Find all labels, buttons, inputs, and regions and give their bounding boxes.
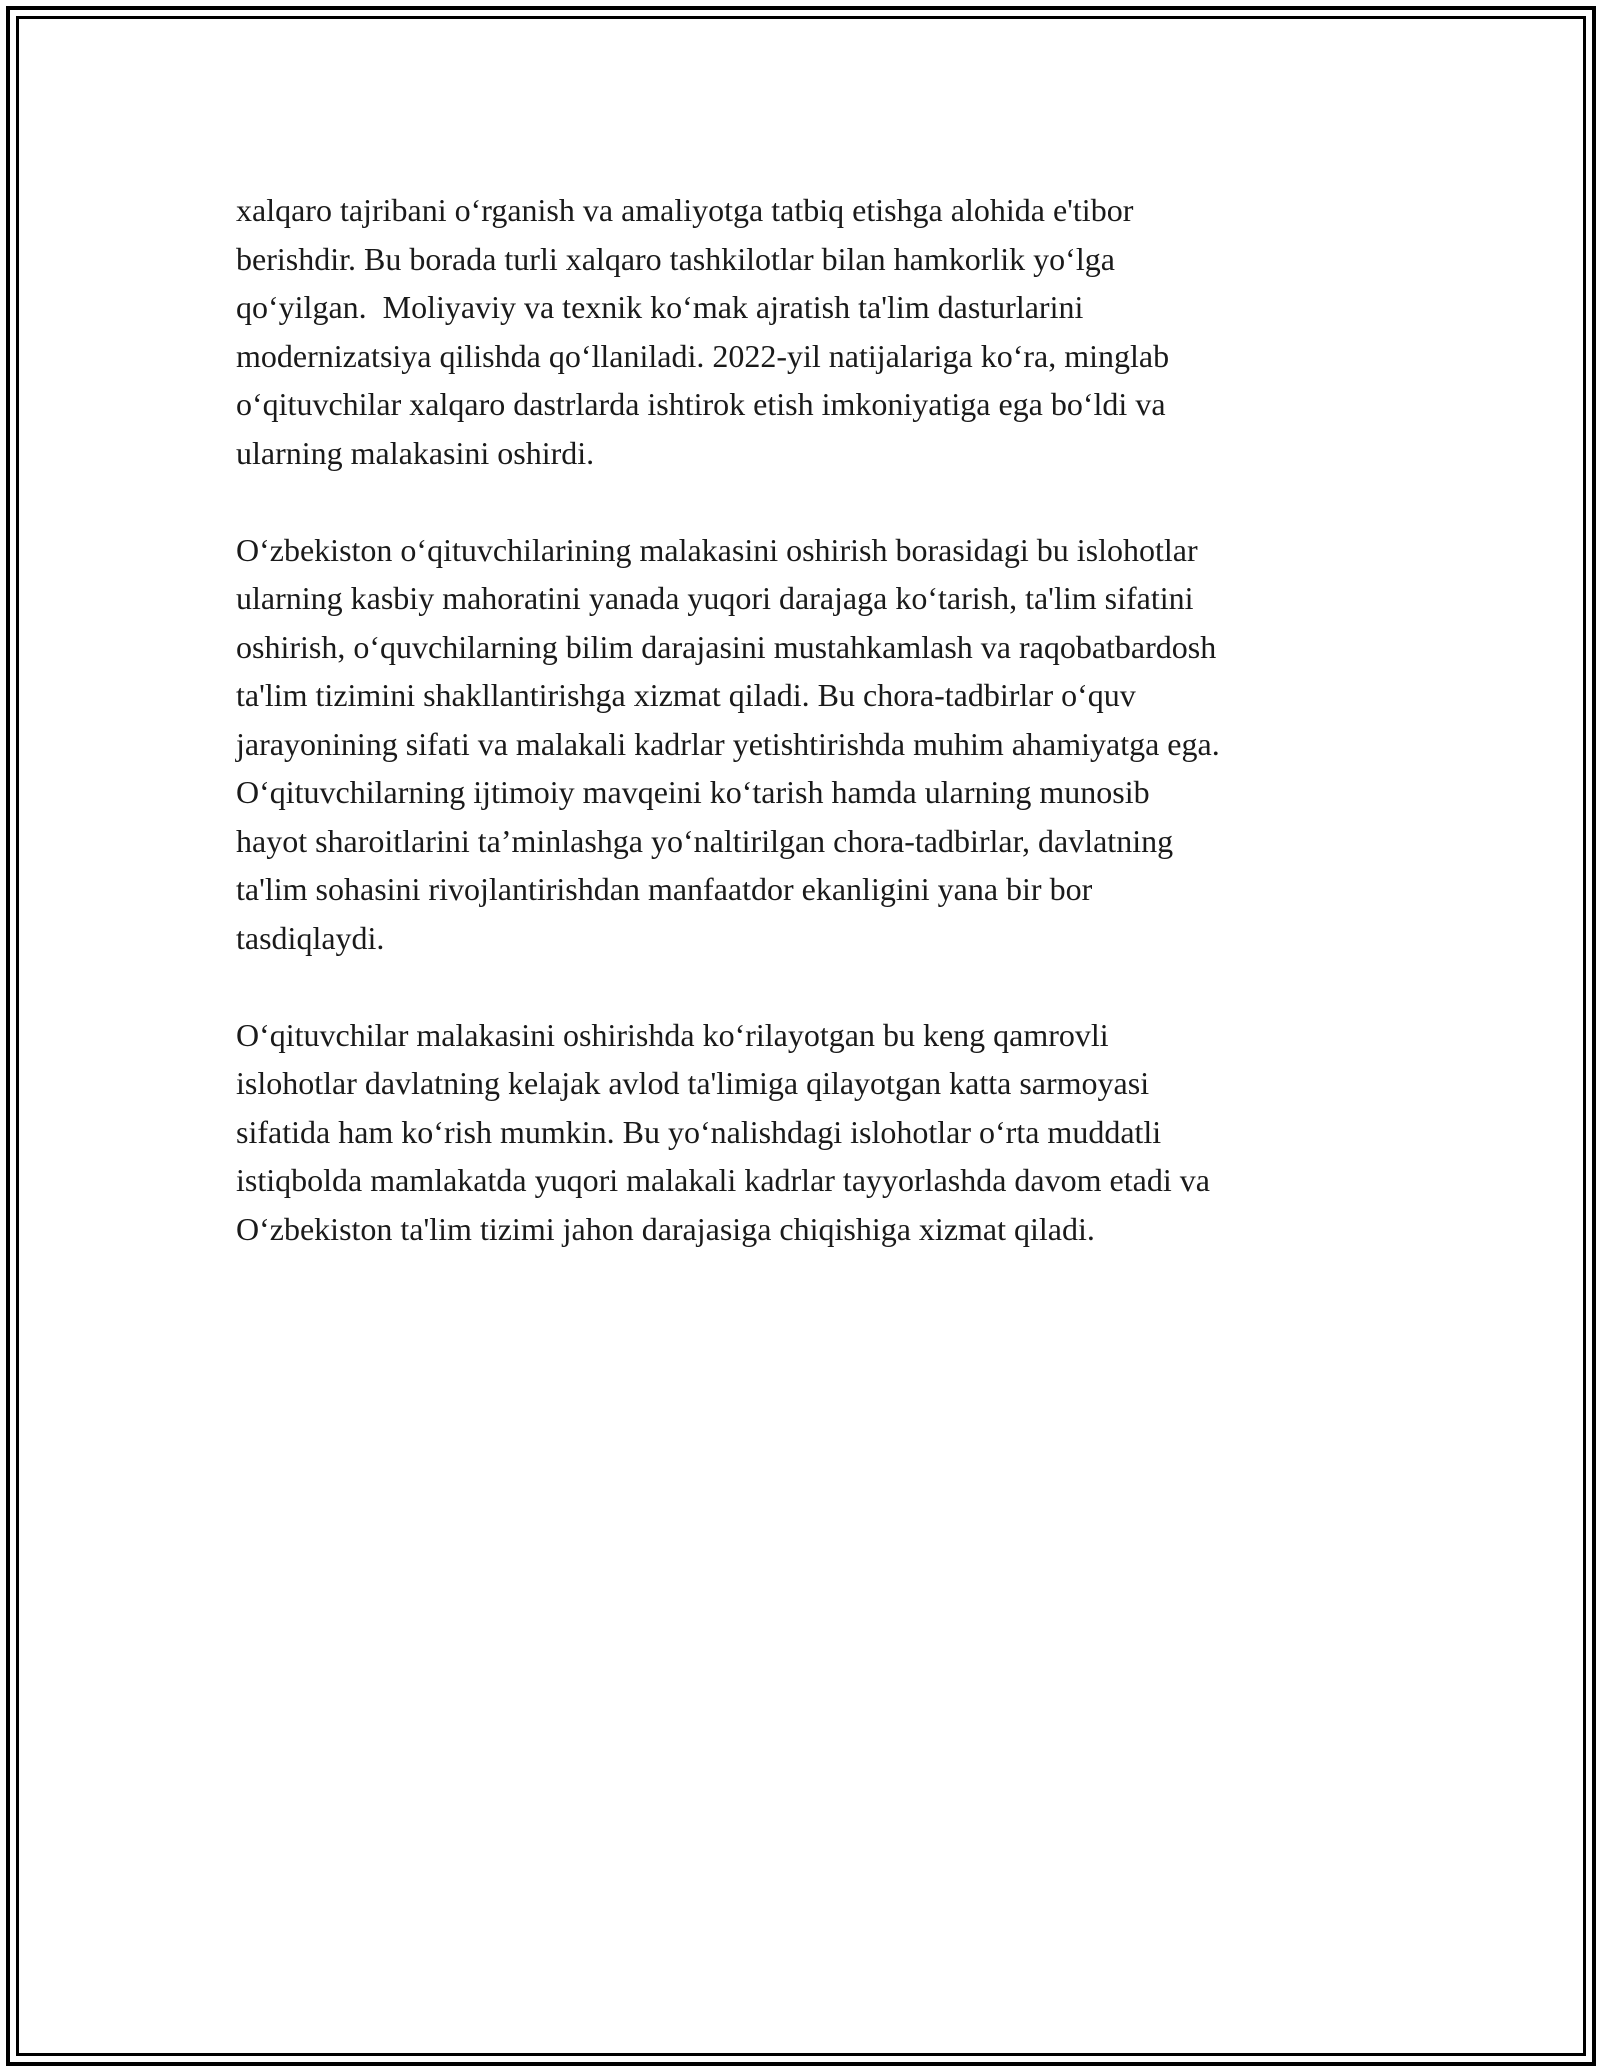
text-line: hayot sharoitlarini ta’minlashga yo‘naltirilgan chora-tadbirlar, davlatning [236, 822, 1174, 859]
text-line: tasdiqlaydi. [236, 919, 385, 956]
text-line: berishdir. Bu borada turli xalqaro tashkilotlar bilan hamkorlik yo‘lga [236, 240, 1115, 277]
text-line: O‘zbekiston ta'lim tizimi jahon darajasiga chiqishiga xizmat qiladi. [236, 1210, 1095, 1247]
paragraph-2 [236, 526, 1386, 963]
paragraph-3 [236, 1011, 1386, 1254]
text-line: ta'lim sohasini rivojlantirishdan manfaatdor ekanligini yana bir bor [236, 871, 1093, 907]
text-line: O‘qituvchilar malakasini oshirishda ko‘rilayotgan bu keng qamrovli [236, 1016, 1109, 1053]
text-line: sifatida ham ko‘rish mumkin. Bu yo‘nalishdagi islohotlar o‘rta muddatli [236, 1113, 1162, 1150]
text-line: jarayonining sifati va malakali kadrlar yetishtirishda muhim ahamiyatga ega. [236, 725, 1220, 762]
text-line: oshirish, o‘quvchilarning bilim darajasini mustahkamlash va raqobatbardosh [236, 628, 1217, 665]
text-line: ta'lim tizimini shakllantirishga xizmat qiladi. Bu chora-tadbirlar o‘quv [236, 677, 1136, 713]
text-line: O‘zbekiston o‘qituvchilarining malakasini oshirish borasidagi bu islohotlar [236, 531, 1198, 568]
text-line: istiqbolda mamlakatda yuqori malakali kadrlar tayyorlashda davom etadi va [236, 1162, 1210, 1198]
paragraph-1 [236, 186, 1386, 477]
text-line: xalqaro tajribani o‘rganish va amaliyotga tatbiq etishga alohida e'tibor [236, 192, 1134, 228]
text-line: islohotlar davlatning kelajak avlod ta'limiga qilayotgan katta sarmoyasi [236, 1065, 1150, 1101]
text-line: o‘qituvchilar xalqaro dastrlarda ishtirok etish imkoniyatiga ega bo‘ldi va [236, 386, 1166, 422]
text-line: ularning malakasini oshirdi. [236, 434, 595, 471]
text-line: O‘qituvchilarning ijtimoiy mavqeini ko‘tarish hamda ularning munosib [236, 774, 1150, 810]
text-line: modernizatsiya qilishda qo‘llaniladi. 2022-yil natijalariga ko‘ra, minglab [236, 337, 1170, 374]
document-body [236, 186, 1386, 1302]
text-line: qo‘yilgan. Moliyaviy va texnik ko‘mak ajratish ta'lim dasturlarini [236, 289, 1084, 325]
text-line: ularning kasbiy mahoratini yanada yuqori darajaga ko‘tarish, ta'lim sifatini [236, 580, 1194, 616]
